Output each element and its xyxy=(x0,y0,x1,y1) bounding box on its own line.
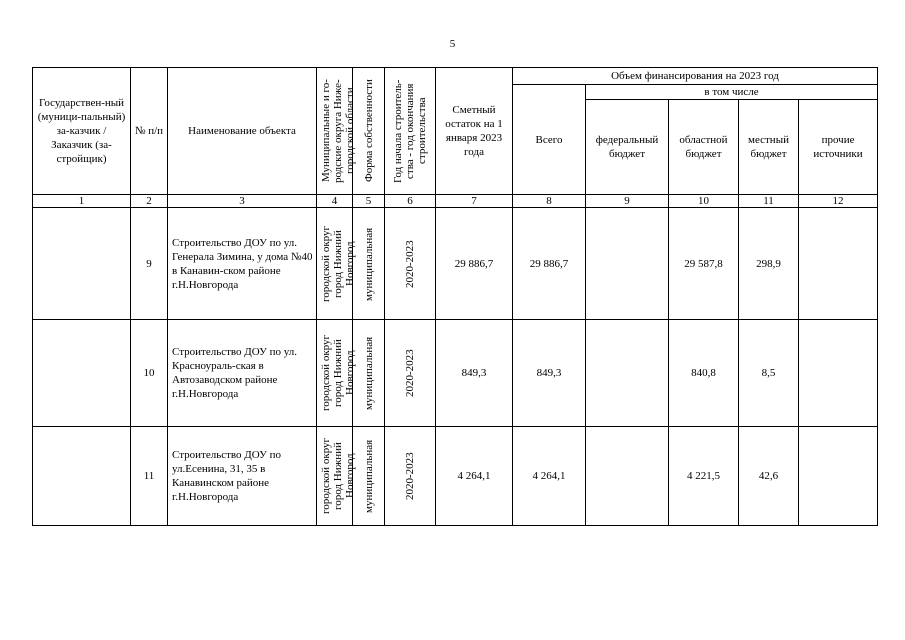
column-number: 11 xyxy=(739,195,799,208)
financing-table xyxy=(32,67,878,526)
row-num: 10 xyxy=(131,320,168,427)
row-years: 2020-2023 xyxy=(404,239,416,288)
row-regional: 29 587,8 xyxy=(669,208,739,320)
row-municipality-cell xyxy=(317,427,356,526)
row-num: 9 xyxy=(131,208,168,320)
row-years-cell xyxy=(385,208,436,320)
row-estimate: 4 264,1 xyxy=(436,427,513,526)
header-financing: Объем финансирования на 2023 год xyxy=(513,68,878,85)
row-ownership-cell xyxy=(353,320,385,427)
row-other xyxy=(799,320,878,427)
column-number: 4 xyxy=(317,195,353,208)
header-municipality: Муниципальные и го-родские округа Ниже-городской области xyxy=(320,79,356,183)
row-total: 4 264,1 xyxy=(513,427,586,526)
row-object-name: Строительство ДОУ по ул. Красноураль-ская в Автозаводском районе г.Н.Новгорода xyxy=(168,320,317,427)
column-number: 3 xyxy=(168,195,317,208)
header-customer: Государствен-ный (муници-пальный) за-казчик / Заказчик (за-стройщик) xyxy=(33,68,131,195)
row-object-name: Строительство ДОУ по ул.Есенина, 31, 35 в Канавинском районе г.Н.Новгорода xyxy=(168,427,317,526)
row-customer xyxy=(33,427,131,526)
row-local: 298,9 xyxy=(739,208,799,320)
page-number: 5 xyxy=(449,38,456,50)
header-municipality-cell xyxy=(317,68,356,195)
row-municipality: городской округ город Нижний Новгород xyxy=(320,225,356,302)
row-ownership-cell xyxy=(353,427,385,526)
row-municipality: городской округ город Нижний Новгород xyxy=(320,437,356,515)
row-local: 42,6 xyxy=(739,427,799,526)
header-ownership: Форма собственности xyxy=(362,79,375,183)
row-ownership-cell xyxy=(353,208,385,320)
column-number: 7 xyxy=(436,195,513,208)
column-number: 2 xyxy=(131,195,168,208)
header-local: местный бюджет xyxy=(739,100,799,195)
header-including: в том числе xyxy=(586,85,878,100)
table-row xyxy=(33,320,878,427)
row-object-name: Строительство ДОУ по ул. Генерала Зимина, у дома №40 в Канавин-ском районе г.Н.Новгорода xyxy=(168,208,317,320)
row-regional: 840,8 xyxy=(669,320,739,427)
row-total: 29 886,7 xyxy=(513,208,586,320)
row-years-cell xyxy=(385,427,436,526)
column-number: 6 xyxy=(385,195,436,208)
row-municipality-cell xyxy=(317,320,356,427)
header-regional: областной бюджет xyxy=(669,100,739,195)
row-years-cell xyxy=(385,320,436,427)
row-municipality: городской округ город Нижний Новгород xyxy=(320,334,356,412)
header-num: № п/п xyxy=(131,68,168,195)
column-number-row xyxy=(33,195,878,208)
table-row xyxy=(33,208,878,320)
row-municipality-cell xyxy=(317,208,356,320)
row-federal xyxy=(586,320,669,427)
header-estimate: Сметный остаток на 1 января 2023 года xyxy=(436,68,513,195)
row-years: 2020-2023 xyxy=(404,349,416,397)
column-number: 1 xyxy=(33,195,131,208)
row-customer xyxy=(33,320,131,427)
row-federal xyxy=(586,208,669,320)
header-total: Всего xyxy=(513,85,586,195)
row-years: 2020-2023 xyxy=(404,452,416,500)
row-total: 849,3 xyxy=(513,320,586,427)
header-ownership-cell xyxy=(353,68,385,195)
column-number: 5 xyxy=(353,195,385,208)
column-number: 10 xyxy=(669,195,739,208)
table-row xyxy=(33,427,878,526)
row-num: 11 xyxy=(131,427,168,526)
row-customer xyxy=(33,208,131,320)
column-number: 12 xyxy=(799,195,878,208)
row-regional: 4 221,5 xyxy=(669,427,739,526)
header-years-cell xyxy=(385,68,436,195)
row-other xyxy=(799,427,878,526)
row-estimate: 849,3 xyxy=(436,320,513,427)
header-years: Год начала строитель-ства - год окончания строительства xyxy=(392,79,428,183)
row-ownership: муниципальная xyxy=(362,336,375,410)
row-other xyxy=(799,208,878,320)
column-number: 8 xyxy=(513,195,586,208)
header-other: прочие источники xyxy=(799,100,878,195)
row-local: 8,5 xyxy=(739,320,799,427)
row-federal xyxy=(586,427,669,526)
header-federal: федеральный бюджет xyxy=(586,100,669,195)
row-estimate: 29 886,7 xyxy=(436,208,513,320)
row-ownership: муниципальная xyxy=(362,226,375,301)
row-ownership: муниципальная xyxy=(362,439,375,513)
header-object-name: Наименование объекта xyxy=(168,68,317,195)
column-number: 9 xyxy=(586,195,669,208)
